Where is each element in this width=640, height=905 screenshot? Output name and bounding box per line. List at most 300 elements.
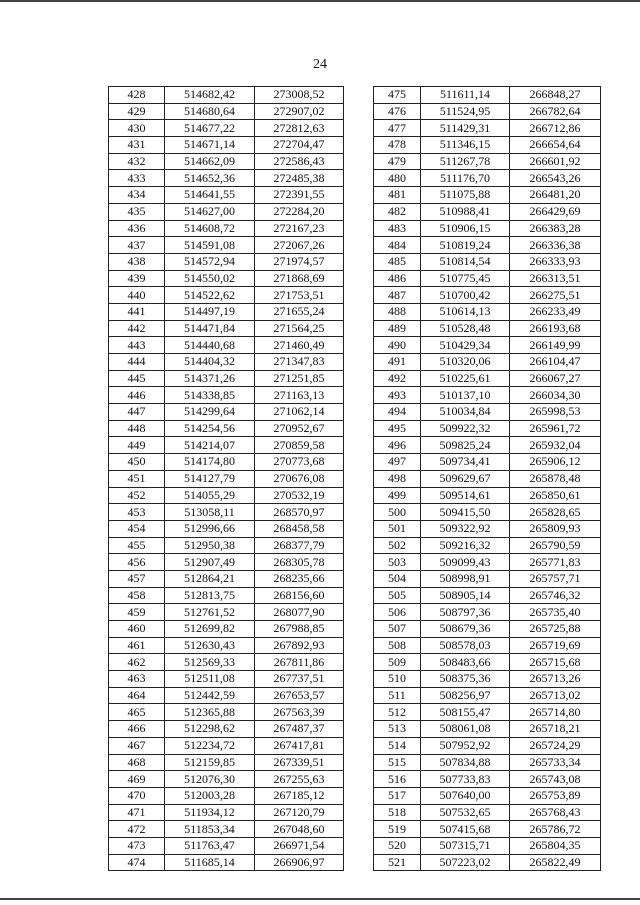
point-number-cell: 494: [374, 404, 421, 421]
point-number-cell: 433: [109, 170, 165, 187]
x-coordinate-cell: 509322,92: [421, 520, 510, 537]
table-row: [109, 737, 344, 754]
table-row: [109, 821, 344, 838]
x-coordinate-cell: 508155,47: [421, 704, 510, 721]
point-number-cell: 510: [374, 671, 421, 688]
point-number-cell: 521: [374, 854, 421, 871]
y-coordinate-cell: 266429,69: [510, 203, 601, 220]
table-row: [109, 153, 344, 170]
y-coordinate-cell: 272167,23: [255, 220, 344, 237]
y-coordinate-cell: 267737,51: [255, 671, 344, 688]
x-coordinate-cell: 508578,03: [421, 637, 510, 654]
y-coordinate-cell: 265735,40: [510, 604, 601, 621]
point-number-cell: 447: [109, 404, 165, 421]
x-coordinate-cell: 511075,88: [421, 187, 510, 204]
table-row: [374, 754, 601, 771]
x-coordinate-cell: 508256,97: [421, 687, 510, 704]
table-row: [374, 504, 601, 521]
x-coordinate-cell: 512907,49: [165, 554, 255, 571]
table-body-right: [374, 87, 601, 871]
point-number-cell: 476: [374, 103, 421, 120]
point-number-cell: 489: [374, 320, 421, 337]
x-coordinate-cell: 507640,00: [421, 787, 510, 804]
x-coordinate-cell: 512699,82: [165, 621, 255, 638]
table-row: [374, 420, 601, 437]
x-coordinate-cell: 510614,13: [421, 303, 510, 320]
point-number-cell: 432: [109, 153, 165, 170]
y-coordinate-cell: 270773,68: [255, 454, 344, 471]
y-coordinate-cell: 267563,39: [255, 704, 344, 721]
y-coordinate-cell: 265757,71: [510, 570, 601, 587]
table-row: [109, 354, 344, 371]
y-coordinate-cell: 265724,29: [510, 737, 601, 754]
table-row: [109, 704, 344, 721]
point-number-cell: 497: [374, 454, 421, 471]
x-coordinate-cell: 514652,36: [165, 170, 255, 187]
point-number-cell: 429: [109, 103, 165, 120]
y-coordinate-cell: 271868,69: [255, 270, 344, 287]
table-row: [109, 187, 344, 204]
point-number-cell: 436: [109, 220, 165, 237]
point-number-cell: 495: [374, 420, 421, 437]
y-coordinate-cell: 266601,92: [510, 153, 601, 170]
table-row: [109, 303, 344, 320]
y-coordinate-cell: 265998,53: [510, 404, 601, 421]
table-row: [109, 220, 344, 237]
x-coordinate-cell: 512864,21: [165, 570, 255, 587]
x-coordinate-cell: 510429,34: [421, 337, 510, 354]
table-row: [109, 787, 344, 804]
y-coordinate-cell: 267988,85: [255, 621, 344, 638]
table-row: [374, 153, 601, 170]
y-coordinate-cell: 268156,60: [255, 587, 344, 604]
x-coordinate-cell: 511176,70: [421, 170, 510, 187]
point-number-cell: 453: [109, 504, 165, 521]
table-row: [374, 354, 601, 371]
table-row: [109, 654, 344, 671]
table-row: [109, 404, 344, 421]
table-row: [374, 187, 601, 204]
x-coordinate-cell: 512076,30: [165, 771, 255, 788]
y-coordinate-cell: 271251,85: [255, 370, 344, 387]
table-row: [374, 721, 601, 738]
point-number-cell: 478: [374, 137, 421, 154]
y-coordinate-cell: 268570,97: [255, 504, 344, 521]
y-coordinate-cell: 266654,64: [510, 137, 601, 154]
y-coordinate-cell: 266481,20: [510, 187, 601, 204]
x-coordinate-cell: 512003,28: [165, 787, 255, 804]
x-coordinate-cell: 511524,95: [421, 103, 510, 120]
x-coordinate-cell: 514440,68: [165, 337, 255, 354]
top-rule: [0, 0, 640, 2]
y-coordinate-cell: 267048,60: [255, 821, 344, 838]
y-coordinate-cell: 268305,78: [255, 554, 344, 571]
point-number-cell: 464: [109, 687, 165, 704]
table-row: [109, 170, 344, 187]
point-number-cell: 460: [109, 621, 165, 638]
point-number-cell: 459: [109, 604, 165, 621]
table-row: [374, 787, 601, 804]
table-row: [374, 687, 601, 704]
y-coordinate-cell: 273008,52: [255, 87, 344, 104]
y-coordinate-cell: 266149,99: [510, 337, 601, 354]
x-coordinate-cell: 510225,61: [421, 370, 510, 387]
x-coordinate-cell: 511267,78: [421, 153, 510, 170]
x-coordinate-cell: 514404,32: [165, 354, 255, 371]
point-number-cell: 486: [374, 270, 421, 287]
point-number-cell: 450: [109, 454, 165, 471]
table-row: [374, 771, 601, 788]
y-coordinate-cell: 265786,72: [510, 821, 601, 838]
table-row: [374, 337, 601, 354]
point-number-cell: 468: [109, 754, 165, 771]
y-coordinate-cell: 266906,97: [255, 854, 344, 871]
point-number-cell: 514: [374, 737, 421, 754]
y-coordinate-cell: 267487,37: [255, 721, 344, 738]
x-coordinate-cell: 511853,34: [165, 821, 255, 838]
y-coordinate-cell: 267653,57: [255, 687, 344, 704]
x-coordinate-cell: 512365,88: [165, 704, 255, 721]
y-coordinate-cell: 267120,79: [255, 804, 344, 821]
point-number-cell: 509: [374, 654, 421, 671]
table-row: [109, 621, 344, 638]
y-coordinate-cell: 267339,51: [255, 754, 344, 771]
point-number-cell: 435: [109, 203, 165, 220]
table-row: [109, 537, 344, 554]
point-number-cell: 479: [374, 153, 421, 170]
table-row: [109, 487, 344, 504]
table-row: [374, 621, 601, 638]
x-coordinate-cell: 514299,64: [165, 404, 255, 421]
y-coordinate-cell: 266067,27: [510, 370, 601, 387]
y-coordinate-cell: 266543,26: [510, 170, 601, 187]
point-number-cell: 444: [109, 354, 165, 371]
x-coordinate-cell: 514522,62: [165, 287, 255, 304]
point-number-cell: 463: [109, 671, 165, 688]
table-row: [374, 821, 601, 838]
point-number-cell: 482: [374, 203, 421, 220]
point-number-cell: 439: [109, 270, 165, 287]
table-row: [374, 737, 601, 754]
point-number-cell: 503: [374, 554, 421, 571]
point-number-cell: 496: [374, 437, 421, 454]
y-coordinate-cell: 271655,24: [255, 303, 344, 320]
y-coordinate-cell: 266034,30: [510, 387, 601, 404]
table-row: [374, 587, 601, 604]
x-coordinate-cell: 514572,94: [165, 253, 255, 270]
x-coordinate-cell: 510137,10: [421, 387, 510, 404]
y-coordinate-cell: 265746,32: [510, 587, 601, 604]
x-coordinate-cell: 510775,45: [421, 270, 510, 287]
y-coordinate-cell: 268458,58: [255, 520, 344, 537]
x-coordinate-cell: 511763,47: [165, 837, 255, 854]
x-coordinate-cell: 514662,09: [165, 153, 255, 170]
x-coordinate-cell: 511611,14: [421, 87, 510, 104]
point-number-cell: 520: [374, 837, 421, 854]
point-number-cell: 448: [109, 420, 165, 437]
point-number-cell: 458: [109, 587, 165, 604]
y-coordinate-cell: 265714,80: [510, 704, 601, 721]
point-number-cell: 513: [374, 721, 421, 738]
x-coordinate-cell: 508061,08: [421, 721, 510, 738]
y-coordinate-cell: 265753,89: [510, 787, 601, 804]
x-coordinate-cell: 512996,66: [165, 520, 255, 537]
x-coordinate-cell: 514174,80: [165, 454, 255, 471]
x-coordinate-cell: 512813,75: [165, 587, 255, 604]
x-coordinate-cell: 507223,02: [421, 854, 510, 871]
x-coordinate-cell: 514254,56: [165, 420, 255, 437]
y-coordinate-cell: 271974,57: [255, 253, 344, 270]
x-coordinate-cell: 514608,72: [165, 220, 255, 237]
table-row: [374, 437, 601, 454]
table-row: [109, 120, 344, 137]
table-body-left: [109, 87, 344, 871]
x-coordinate-cell: 509825,24: [421, 437, 510, 454]
table-row: [374, 671, 601, 688]
y-coordinate-cell: 267417,81: [255, 737, 344, 754]
x-coordinate-cell: 514497,19: [165, 303, 255, 320]
y-coordinate-cell: 266336,38: [510, 237, 601, 254]
x-coordinate-cell: 510819,24: [421, 237, 510, 254]
x-coordinate-cell: 508905,14: [421, 587, 510, 604]
x-coordinate-cell: 510528,48: [421, 320, 510, 337]
x-coordinate-cell: 512630,43: [165, 637, 255, 654]
x-coordinate-cell: 512511,08: [165, 671, 255, 688]
x-coordinate-cell: 507733,83: [421, 771, 510, 788]
y-coordinate-cell: 266971,54: [255, 837, 344, 854]
point-number-cell: 437: [109, 237, 165, 254]
y-coordinate-cell: 265828,65: [510, 504, 601, 521]
table-row: [374, 537, 601, 554]
point-number-cell: 455: [109, 537, 165, 554]
x-coordinate-cell: 512159,85: [165, 754, 255, 771]
table-row: [374, 404, 601, 421]
table-row: [109, 203, 344, 220]
point-number-cell: 508: [374, 637, 421, 654]
point-number-cell: 434: [109, 187, 165, 204]
x-coordinate-cell: 512442,59: [165, 687, 255, 704]
y-coordinate-cell: 265725,88: [510, 621, 601, 638]
point-number-cell: 500: [374, 504, 421, 521]
x-coordinate-cell: 511346,15: [421, 137, 510, 154]
table-row: [374, 637, 601, 654]
x-coordinate-cell: 512234,72: [165, 737, 255, 754]
point-number-cell: 499: [374, 487, 421, 504]
y-coordinate-cell: 265790,59: [510, 537, 601, 554]
point-number-cell: 467: [109, 737, 165, 754]
x-coordinate-cell: 509415,50: [421, 504, 510, 521]
coordinates-table-left: [108, 86, 344, 871]
x-coordinate-cell: 514677,22: [165, 120, 255, 137]
point-number-cell: 431: [109, 137, 165, 154]
y-coordinate-cell: 272485,38: [255, 170, 344, 187]
x-coordinate-cell: 509099,43: [421, 554, 510, 571]
point-number-cell: 472: [109, 821, 165, 838]
y-coordinate-cell: 266313,51: [510, 270, 601, 287]
table-row: [374, 570, 601, 587]
table-row: [374, 87, 601, 104]
x-coordinate-cell: 514127,79: [165, 470, 255, 487]
point-number-cell: 484: [374, 237, 421, 254]
y-coordinate-cell: 265719,69: [510, 637, 601, 654]
table-row: [374, 303, 601, 320]
point-number-cell: 452: [109, 487, 165, 504]
y-coordinate-cell: 265743,08: [510, 771, 601, 788]
y-coordinate-cell: 266193,68: [510, 320, 601, 337]
x-coordinate-cell: 514671,14: [165, 137, 255, 154]
table-row: [109, 437, 344, 454]
table-row: [109, 804, 344, 821]
x-coordinate-cell: 508679,36: [421, 621, 510, 638]
y-coordinate-cell: 265932,04: [510, 437, 601, 454]
point-number-cell: 466: [109, 721, 165, 738]
point-number-cell: 428: [109, 87, 165, 104]
y-coordinate-cell: 266104,47: [510, 354, 601, 371]
y-coordinate-cell: 271460,49: [255, 337, 344, 354]
point-number-cell: 485: [374, 253, 421, 270]
table-row: [109, 520, 344, 537]
point-number-cell: 469: [109, 771, 165, 788]
y-coordinate-cell: 267255,63: [255, 771, 344, 788]
point-number-cell: 462: [109, 654, 165, 671]
table-row: [374, 320, 601, 337]
y-coordinate-cell: 266848,27: [510, 87, 601, 104]
y-coordinate-cell: 266233,49: [510, 303, 601, 320]
x-coordinate-cell: 512950,38: [165, 537, 255, 554]
point-number-cell: 507: [374, 621, 421, 638]
table-row: [109, 387, 344, 404]
x-coordinate-cell: 514338,85: [165, 387, 255, 404]
y-coordinate-cell: 265961,72: [510, 420, 601, 437]
point-number-cell: 471: [109, 804, 165, 821]
table-row: [109, 370, 344, 387]
y-coordinate-cell: 265822,49: [510, 854, 601, 871]
table-row: [374, 520, 601, 537]
x-coordinate-cell: 508483,66: [421, 654, 510, 671]
y-coordinate-cell: 270952,67: [255, 420, 344, 437]
table-row: [109, 270, 344, 287]
x-coordinate-cell: 514641,55: [165, 187, 255, 204]
point-number-cell: 498: [374, 470, 421, 487]
point-number-cell: 445: [109, 370, 165, 387]
y-coordinate-cell: 272704,47: [255, 137, 344, 154]
point-number-cell: 501: [374, 520, 421, 537]
x-coordinate-cell: 514682,42: [165, 87, 255, 104]
table-row: [374, 804, 601, 821]
page-number: 24: [313, 57, 327, 72]
point-number-cell: 506: [374, 604, 421, 621]
y-coordinate-cell: 267185,12: [255, 787, 344, 804]
y-coordinate-cell: 265768,43: [510, 804, 601, 821]
table-row: [109, 470, 344, 487]
coordinates-table-right: [373, 86, 601, 871]
x-coordinate-cell: 511934,12: [165, 804, 255, 821]
point-number-cell: 465: [109, 704, 165, 721]
y-coordinate-cell: 266383,28: [510, 220, 601, 237]
table-row: [374, 220, 601, 237]
y-coordinate-cell: 272391,55: [255, 187, 344, 204]
point-number-cell: 491: [374, 354, 421, 371]
point-number-cell: 493: [374, 387, 421, 404]
point-number-cell: 517: [374, 787, 421, 804]
table-row: [374, 837, 601, 854]
y-coordinate-cell: 268377,79: [255, 537, 344, 554]
x-coordinate-cell: 514471,84: [165, 320, 255, 337]
table-row: [374, 103, 601, 120]
x-coordinate-cell: 508998,91: [421, 570, 510, 587]
point-number-cell: 430: [109, 120, 165, 137]
table-row: [374, 387, 601, 404]
y-coordinate-cell: 271753,51: [255, 287, 344, 304]
y-coordinate-cell: 265713,26: [510, 671, 601, 688]
x-coordinate-cell: 509216,32: [421, 537, 510, 554]
point-number-cell: 441: [109, 303, 165, 320]
x-coordinate-cell: 514591,08: [165, 237, 255, 254]
table-row: [374, 170, 601, 187]
point-number-cell: 442: [109, 320, 165, 337]
point-number-cell: 457: [109, 570, 165, 587]
table-row: [374, 120, 601, 137]
y-coordinate-cell: 268235,66: [255, 570, 344, 587]
table-row: [109, 671, 344, 688]
y-coordinate-cell: 265715,68: [510, 654, 601, 671]
x-coordinate-cell: 511685,14: [165, 854, 255, 871]
point-number-cell: 477: [374, 120, 421, 137]
x-coordinate-cell: 507952,92: [421, 737, 510, 754]
point-number-cell: 451: [109, 470, 165, 487]
x-coordinate-cell: 513058,11: [165, 504, 255, 521]
point-number-cell: 474: [109, 854, 165, 871]
x-coordinate-cell: 509922,32: [421, 420, 510, 437]
x-coordinate-cell: 507415,68: [421, 821, 510, 838]
x-coordinate-cell: 510988,41: [421, 203, 510, 220]
y-coordinate-cell: 265718,21: [510, 721, 601, 738]
table-row: [109, 237, 344, 254]
x-coordinate-cell: 514550,02: [165, 270, 255, 287]
y-coordinate-cell: 266275,51: [510, 287, 601, 304]
table-row: [109, 320, 344, 337]
x-coordinate-cell: 510814,54: [421, 253, 510, 270]
table-row: [109, 754, 344, 771]
y-coordinate-cell: 266333,93: [510, 253, 601, 270]
table-row: [374, 554, 601, 571]
point-number-cell: 512: [374, 704, 421, 721]
table-row: [109, 337, 344, 354]
point-number-cell: 475: [374, 87, 421, 104]
y-coordinate-cell: 267811,86: [255, 654, 344, 671]
bottom-rule: [0, 898, 640, 900]
point-number-cell: 483: [374, 220, 421, 237]
y-coordinate-cell: 272586,43: [255, 153, 344, 170]
table-row: [109, 604, 344, 621]
table-row: [374, 704, 601, 721]
point-number-cell: 454: [109, 520, 165, 537]
table-row: [374, 370, 601, 387]
point-number-cell: 449: [109, 437, 165, 454]
y-coordinate-cell: 266782,64: [510, 103, 601, 120]
table-row: [374, 287, 601, 304]
point-number-cell: 438: [109, 253, 165, 270]
y-coordinate-cell: 271163,13: [255, 387, 344, 404]
table-row: [374, 487, 601, 504]
x-coordinate-cell: 514371,26: [165, 370, 255, 387]
point-number-cell: 490: [374, 337, 421, 354]
table-row: [374, 854, 601, 871]
y-coordinate-cell: 268077,90: [255, 604, 344, 621]
x-coordinate-cell: 507834,88: [421, 754, 510, 771]
x-coordinate-cell: 511429,31: [421, 120, 510, 137]
table-row: [109, 687, 344, 704]
